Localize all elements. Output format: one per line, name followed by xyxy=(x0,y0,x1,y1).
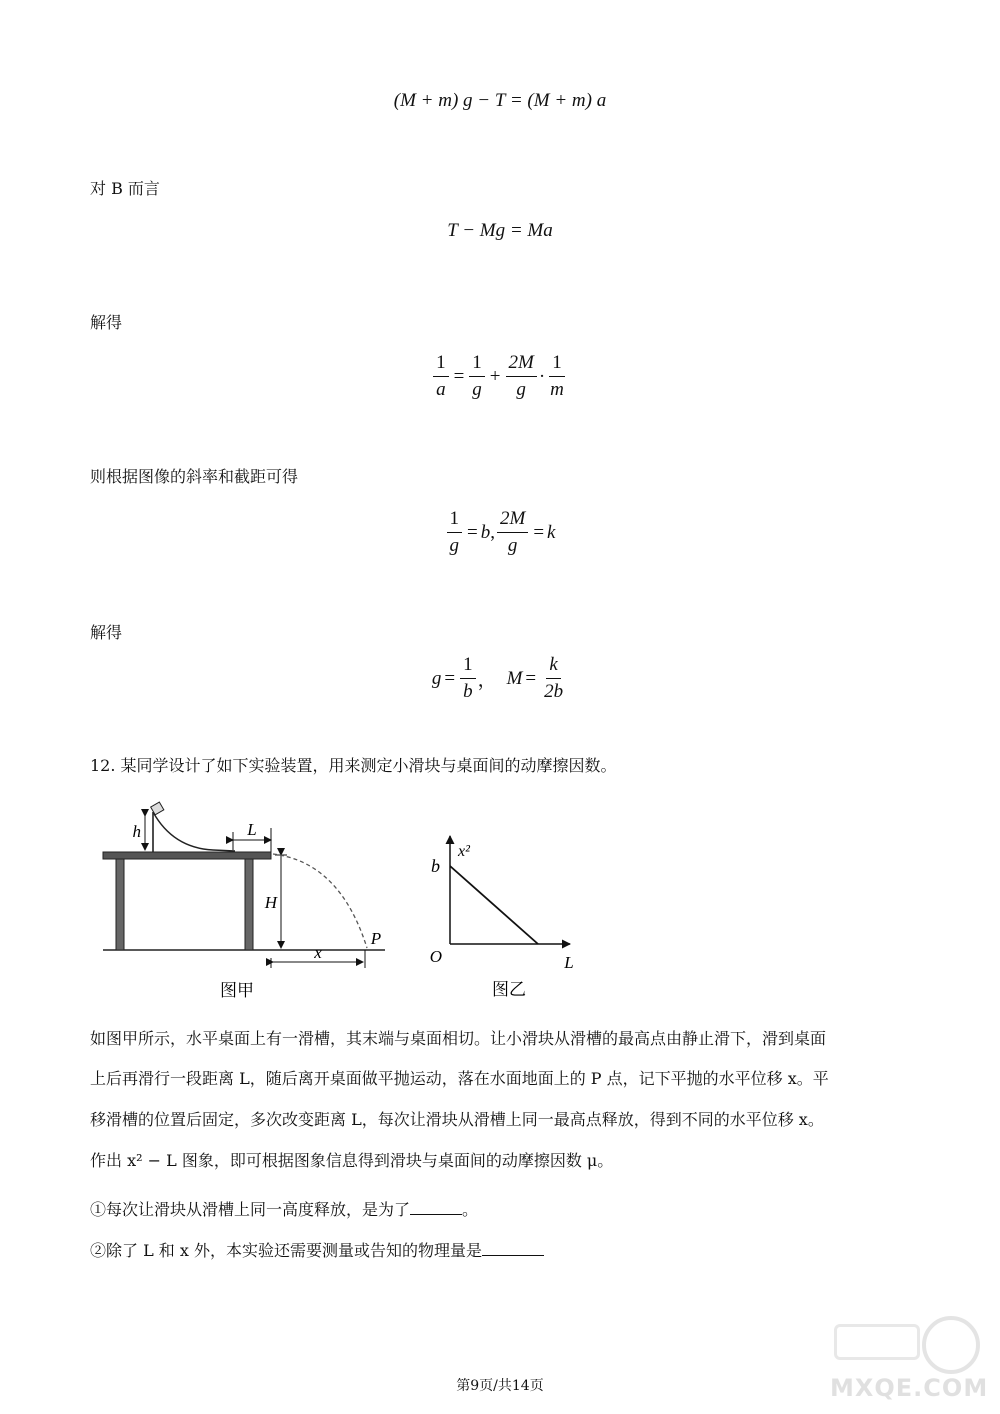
g-symbol: g xyxy=(431,667,442,689)
x-label: x xyxy=(314,943,322,962)
watermark-circle xyxy=(922,1316,980,1374)
trajectory xyxy=(273,854,367,948)
denominator: g xyxy=(449,535,460,556)
fraction xyxy=(497,508,528,557)
denominator: a xyxy=(436,379,446,400)
question-text: ②除了 L 和 x 外，本实验还需要测量或告知的物理量是 xyxy=(90,1241,482,1260)
h-label: h xyxy=(132,822,141,841)
intercept-symbol: b xyxy=(480,521,491,543)
paragraph-line-4: 作出 x² − L 图象，即可根据图象信息得到滑块与桌面间的动摩擦因数 μ。 xyxy=(90,1151,614,1170)
numerator: k xyxy=(546,654,560,679)
m-symbol: M xyxy=(506,667,523,689)
paragraph-line-3: 移滑槽的位置后固定，多次改变距离 L，每次让滑块从滑槽上同一最高点释放，得到不同的水平位移 x。 xyxy=(90,1110,824,1129)
figure-a-caption: 图甲 xyxy=(220,981,254,1001)
numerator: 1 xyxy=(433,352,449,377)
question-text: ①每次让滑块从滑槽上同一高度释放，是为了 xyxy=(90,1200,411,1219)
equation-text: T − Mg = Ma xyxy=(447,220,553,241)
numerator: 2M xyxy=(506,352,537,377)
figure-graph xyxy=(418,830,593,1002)
intercept-label: b xyxy=(431,856,440,876)
equation-slope-intercept: $\frac{1}{g}$ = b , $\frac{2M}{g}$ = k xyxy=(0,508,1000,557)
watermark-glyph-box xyxy=(834,1324,920,1360)
solve-label-2: 解得 xyxy=(90,623,123,642)
fraction xyxy=(447,508,463,557)
question-end: 。 xyxy=(462,1200,479,1219)
equation-newton-system xyxy=(0,90,1000,112)
numerator: 1 xyxy=(549,352,565,377)
y-axis-label: x² xyxy=(458,843,470,860)
slide-track xyxy=(153,812,235,851)
denominator: g xyxy=(507,535,518,556)
slope-symbol: k xyxy=(547,521,556,543)
page-footer: 第9页/共14页 xyxy=(456,1378,544,1394)
slope-intercept-text: 则根据图像的斜率和截距可得 xyxy=(90,467,299,486)
equation-text: (M + m) g − T = (M + m) a xyxy=(393,90,607,111)
answer-blank xyxy=(410,1200,462,1215)
fraction xyxy=(433,352,449,401)
figure-b-caption: 图乙 xyxy=(492,980,526,1000)
fraction xyxy=(506,352,537,401)
for-b-label: 对 B 而言 xyxy=(90,179,160,198)
origin-label: O xyxy=(429,947,442,966)
table-leg-right xyxy=(245,859,253,950)
equation-result: g = $\frac{1}{b}$ ， M = $\frac{k}{2b}$ xyxy=(0,654,1000,703)
numerator: 1 xyxy=(447,508,463,533)
denominator: m xyxy=(550,379,564,400)
x-axis-label: L xyxy=(564,953,574,972)
table-leg-left xyxy=(116,859,124,950)
fraction xyxy=(469,352,485,401)
denominator: g xyxy=(516,379,526,400)
height-label: H xyxy=(264,893,277,912)
table-top xyxy=(103,852,271,859)
answer-blank xyxy=(482,1241,544,1256)
equation-block-b xyxy=(0,220,1000,242)
fraction xyxy=(460,654,476,703)
solve-label-1: 解得 xyxy=(90,313,123,332)
denominator: g xyxy=(472,379,482,400)
watermark-text: MXQE.COM xyxy=(830,1374,989,1402)
paragraph-line-2: 上后再滑行一段距离 L，随后离开桌面做平抛运动，落在水面地面上的 P 点，记下平抛的水平位移 x。平 xyxy=(90,1069,829,1088)
fraction xyxy=(541,654,566,703)
sub-question-1 xyxy=(90,1199,478,1221)
numerator: 1 xyxy=(460,654,476,679)
numerator: 2M xyxy=(497,508,528,533)
figure-apparatus xyxy=(95,798,395,1003)
numerator: 1 xyxy=(469,352,485,377)
denominator: 2b xyxy=(544,681,564,702)
equation-reciprocal-a: $\frac{1}{a}$ = $\frac{1}{g}$ + $\frac{2M}{g}$ · $\frac{1}{m}$ xyxy=(0,352,1000,401)
question-12-title: 12. 某同学设计了如下实验装置，用来测定小滑块与桌面间的动摩擦因数。 xyxy=(90,756,617,775)
landing-point-label: P xyxy=(370,929,382,948)
sub-question-2 xyxy=(90,1240,544,1262)
paragraph-line-1: 如图甲所示，水平桌面上有一滑槽，其末端与桌面相切。让小滑块从滑槽的最高点由静止滑下，滑到桌面 xyxy=(90,1029,827,1048)
l-label: L xyxy=(247,820,257,839)
fraction xyxy=(547,352,567,401)
data-line xyxy=(450,866,538,944)
denominator: b xyxy=(463,681,473,702)
